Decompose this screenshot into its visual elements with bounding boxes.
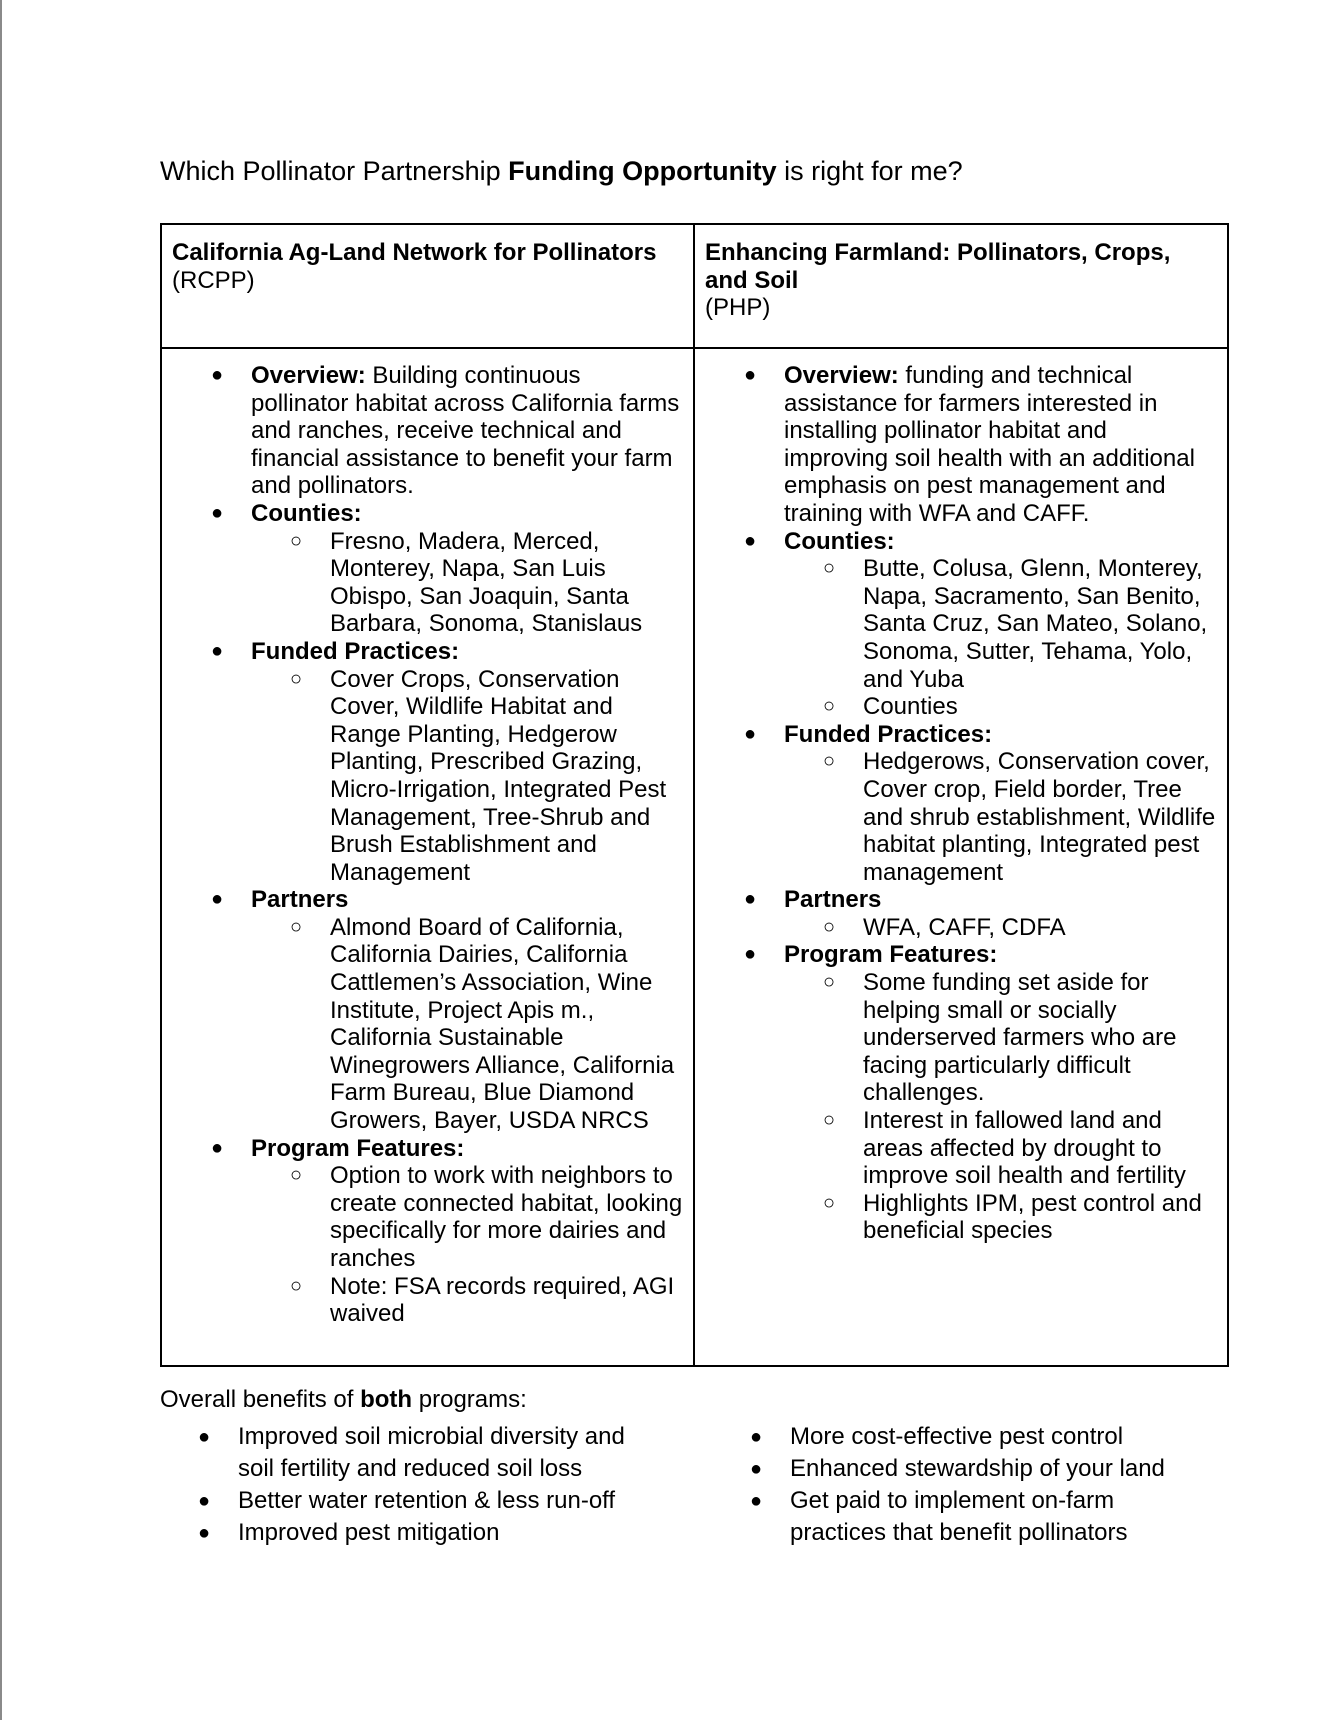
list-item: ○ Some funding set aside for helping small or socially underserved farmers who are facing particularly difficult challenges. [823,969,1177,1107]
benefits-right-column [712,1421,1182,1549]
list-item: ○ Fresno, Madera, Merced, Monterey, Napa, San Luis Obispo, San Joaquin, Santa Barbara, Sonoma, Stanislaus [290,527,643,638]
bullet-icon: ● [744,888,757,911]
list-item: ● Enhanced stewardship of your land [712,1453,1182,1485]
list-item: ○ Almond Board of California, California Dairies, California Cattlemen’s Association, Wine Institute, Project Apis m., California Sustainable Winegrowers Alliance, California Farm Bureau, Blue Diamond Growers, Bayer, USDA NRCS [290,913,675,1135]
circle-bullet-icon: ○ [823,971,836,994]
overview-item: ● Overview: Building continuous pollinator habitat across California farms and ranches, receive technical and financial assistance to benefit your farm and pollinators. [211,362,680,500]
counties-item: ● Counties: ○ Butte, Colusa, Glenn, Monterey, Napa, Sacramento, San Benito, Santa Cruz, San Mateo, Solano, Sonoma, Sutter, Tehama, Yolo, and Yuba ○ Counties [695,528,1227,721]
bullet-icon: ● [198,1490,211,1512]
circle-bullet-icon: ○ [823,557,836,580]
table-body-row [161,348,1228,1366]
features-list [251,1162,683,1328]
bullet-icon: ● [198,1522,211,1544]
bullet-icon: ● [198,1426,211,1448]
practices-item: ● Funded Practices: ○ Hedgerows, Conservation cover, Cover crop, Field border, Tree and shrub establishment, Wildlife habitat planting, Integrated pest management [744,720,1216,886]
list-item: ○ Option to work with neighbors to create connected habitat, looking specifically for more dairies and ranches [290,1162,683,1272]
features-item: ● Program Features: ○ Option to work with neighbors to create connected habitat, looking specifically for more dairies and ranches ○ Note: FSA records required, AGI waived [211,1134,683,1328]
circle-bullet-icon: ○ [290,1164,303,1187]
details-list [162,349,693,1328]
list-item: ○ Hedgerows, Conservation cover, Cover crop, Field border, Tree and shrub establishment, Wildlife habitat planting, Integrated pest management [823,748,1216,886]
counties-list [784,555,1217,721]
partners-list [251,914,683,1135]
bullet-icon: ● [211,639,224,662]
comparison-table [160,223,1229,1367]
page-title: Which Pollinator Partnership Funding Opportunity is right for me? [160,156,963,186]
page-left-edge [0,0,2,1720]
partners-item: ● Partners ○ WFA, CAFF, CDFA [695,886,1227,941]
circle-bullet-icon: ○ [290,529,303,552]
practices-list [784,748,1217,886]
list-item: ○ Counties [823,693,958,721]
circle-bullet-icon: ○ [290,1274,303,1297]
circle-bullet-icon: ○ [290,915,303,938]
bullet-icon: ● [744,529,757,552]
bullet-icon: ● [750,1490,763,1512]
benefits-list [160,1421,630,1549]
list-item: ● More cost-effective pest control [712,1421,1182,1453]
program-header-rcpp [161,224,694,348]
benefits-left-column [160,1421,630,1549]
overview-item: ● Overview: funding and technical assistance for farmers interested in installing pollinator habitat and improving soil health with an additional emphasis on pest management and training with WFA and CAFF. [744,362,1195,527]
list-item: ○ WFA, CAFF, CDFA [823,913,1066,941]
list-item: ● Better water retention & less run-off [160,1485,630,1517]
details-list [695,349,1227,1245]
program-name: California Ag-Land Network for Pollinators [172,239,657,266]
table-header-row [161,224,1228,348]
bullet-icon: ● [211,501,224,524]
circle-bullet-icon: ○ [823,915,836,938]
list-item: ○ Highlights IPM, pest control and beneficial species [823,1189,1202,1245]
list-item: ○ Note: FSA records required, AGI waived [290,1272,675,1328]
program-code: (RCPP) [172,266,255,294]
counties-item: ● Counties: ○ Fresno, Madera, Merced, Monterey, Napa, San Luis Obispo, San Joaquin, Santa Barbara, Sonoma, Stanislaus [162,500,693,638]
bullet-icon: ● [744,722,757,745]
bullet-icon: ● [211,888,224,911]
program-details-php [694,348,1228,1366]
practices-item: ● Funded Practices: ○ Cover Crops, Conservation Cover, Wildlife Habitat and Range Planting, Hedgerow Planting, Prescribed Grazing, Micro-Irrigation, Integrated Pest Management, Tree-Shrub and Brush Establishment and Management [162,638,693,886]
circle-bullet-icon: ○ [823,750,836,773]
features-list [784,969,1217,1245]
bullet-icon: ● [750,1426,763,1448]
overall-benefits-heading: Overall benefits of both programs: [160,1386,527,1413]
partners-list [784,914,1217,942]
list-item: ○ Interest in fallowed land and areas affected by drought to improve soil health and fertility [823,1107,1186,1190]
circle-bullet-icon: ○ [823,1191,836,1214]
partners-item: ● Partners ○ Almond Board of California, California Dairies, California Cattlemen’s Association, Wine Institute, Project Apis m., California Sustainable Winegrowers Alliance, California Farm Bureau, Blue Diamond Growers, Bayer, USDA NRCS [162,886,693,1134]
counties-list [251,528,683,638]
practices-list [251,666,683,887]
list-item: ● Get paid to implement on-farm practices that benefit pollinators [750,1487,1128,1546]
circle-bullet-icon: ○ [290,667,303,690]
bullet-icon: ● [744,943,757,966]
bullet-icon: ● [750,1458,763,1480]
list-item: ○ Butte, Colusa, Glenn, Monterey, Napa, Sacramento, San Benito, Santa Cruz, San Mateo, Solano, Sonoma, Sutter, Tehama, Yolo, and Yuba [823,555,1208,693]
program-code: (PHP) [705,294,771,321]
list-item: ○ Cover Crops, Conservation Cover, Wildlife Habitat and Range Planting, Hedgerow Planting, Prescribed Grazing, Micro-Irrigation, Integrated Pest Management, Tree-Shrub and Brush Establishment and Management [290,665,667,886]
circle-bullet-icon: ○ [823,1109,836,1132]
program-name: Enhancing Farmland: Pollinators, Crops, and Soil [705,239,1171,294]
list-item: ● Improved pest mitigation [160,1517,630,1549]
program-header-php [694,224,1228,348]
program-details-rcpp [161,348,694,1366]
overall-benefits [160,1385,1190,1546]
bullet-icon: ● [744,364,757,386]
bullet-icon: ● [211,364,224,386]
bullet-icon: ● [211,1136,224,1159]
benefits-list [712,1421,1182,1549]
list-item: ● Improved soil microbial diversity and soil fertility and reduced soil loss [198,1423,625,1482]
features-item: ● Program Features: ○ Some funding set aside for helping small or socially underserved farmers who are facing particularly difficult challenges. ○ Interest in fallowed land and areas affected by drought to improve soil health and fertility ○ Highlights IPM, pest control and beneficial species [695,941,1227,1245]
circle-bullet-icon: ○ [823,695,836,718]
